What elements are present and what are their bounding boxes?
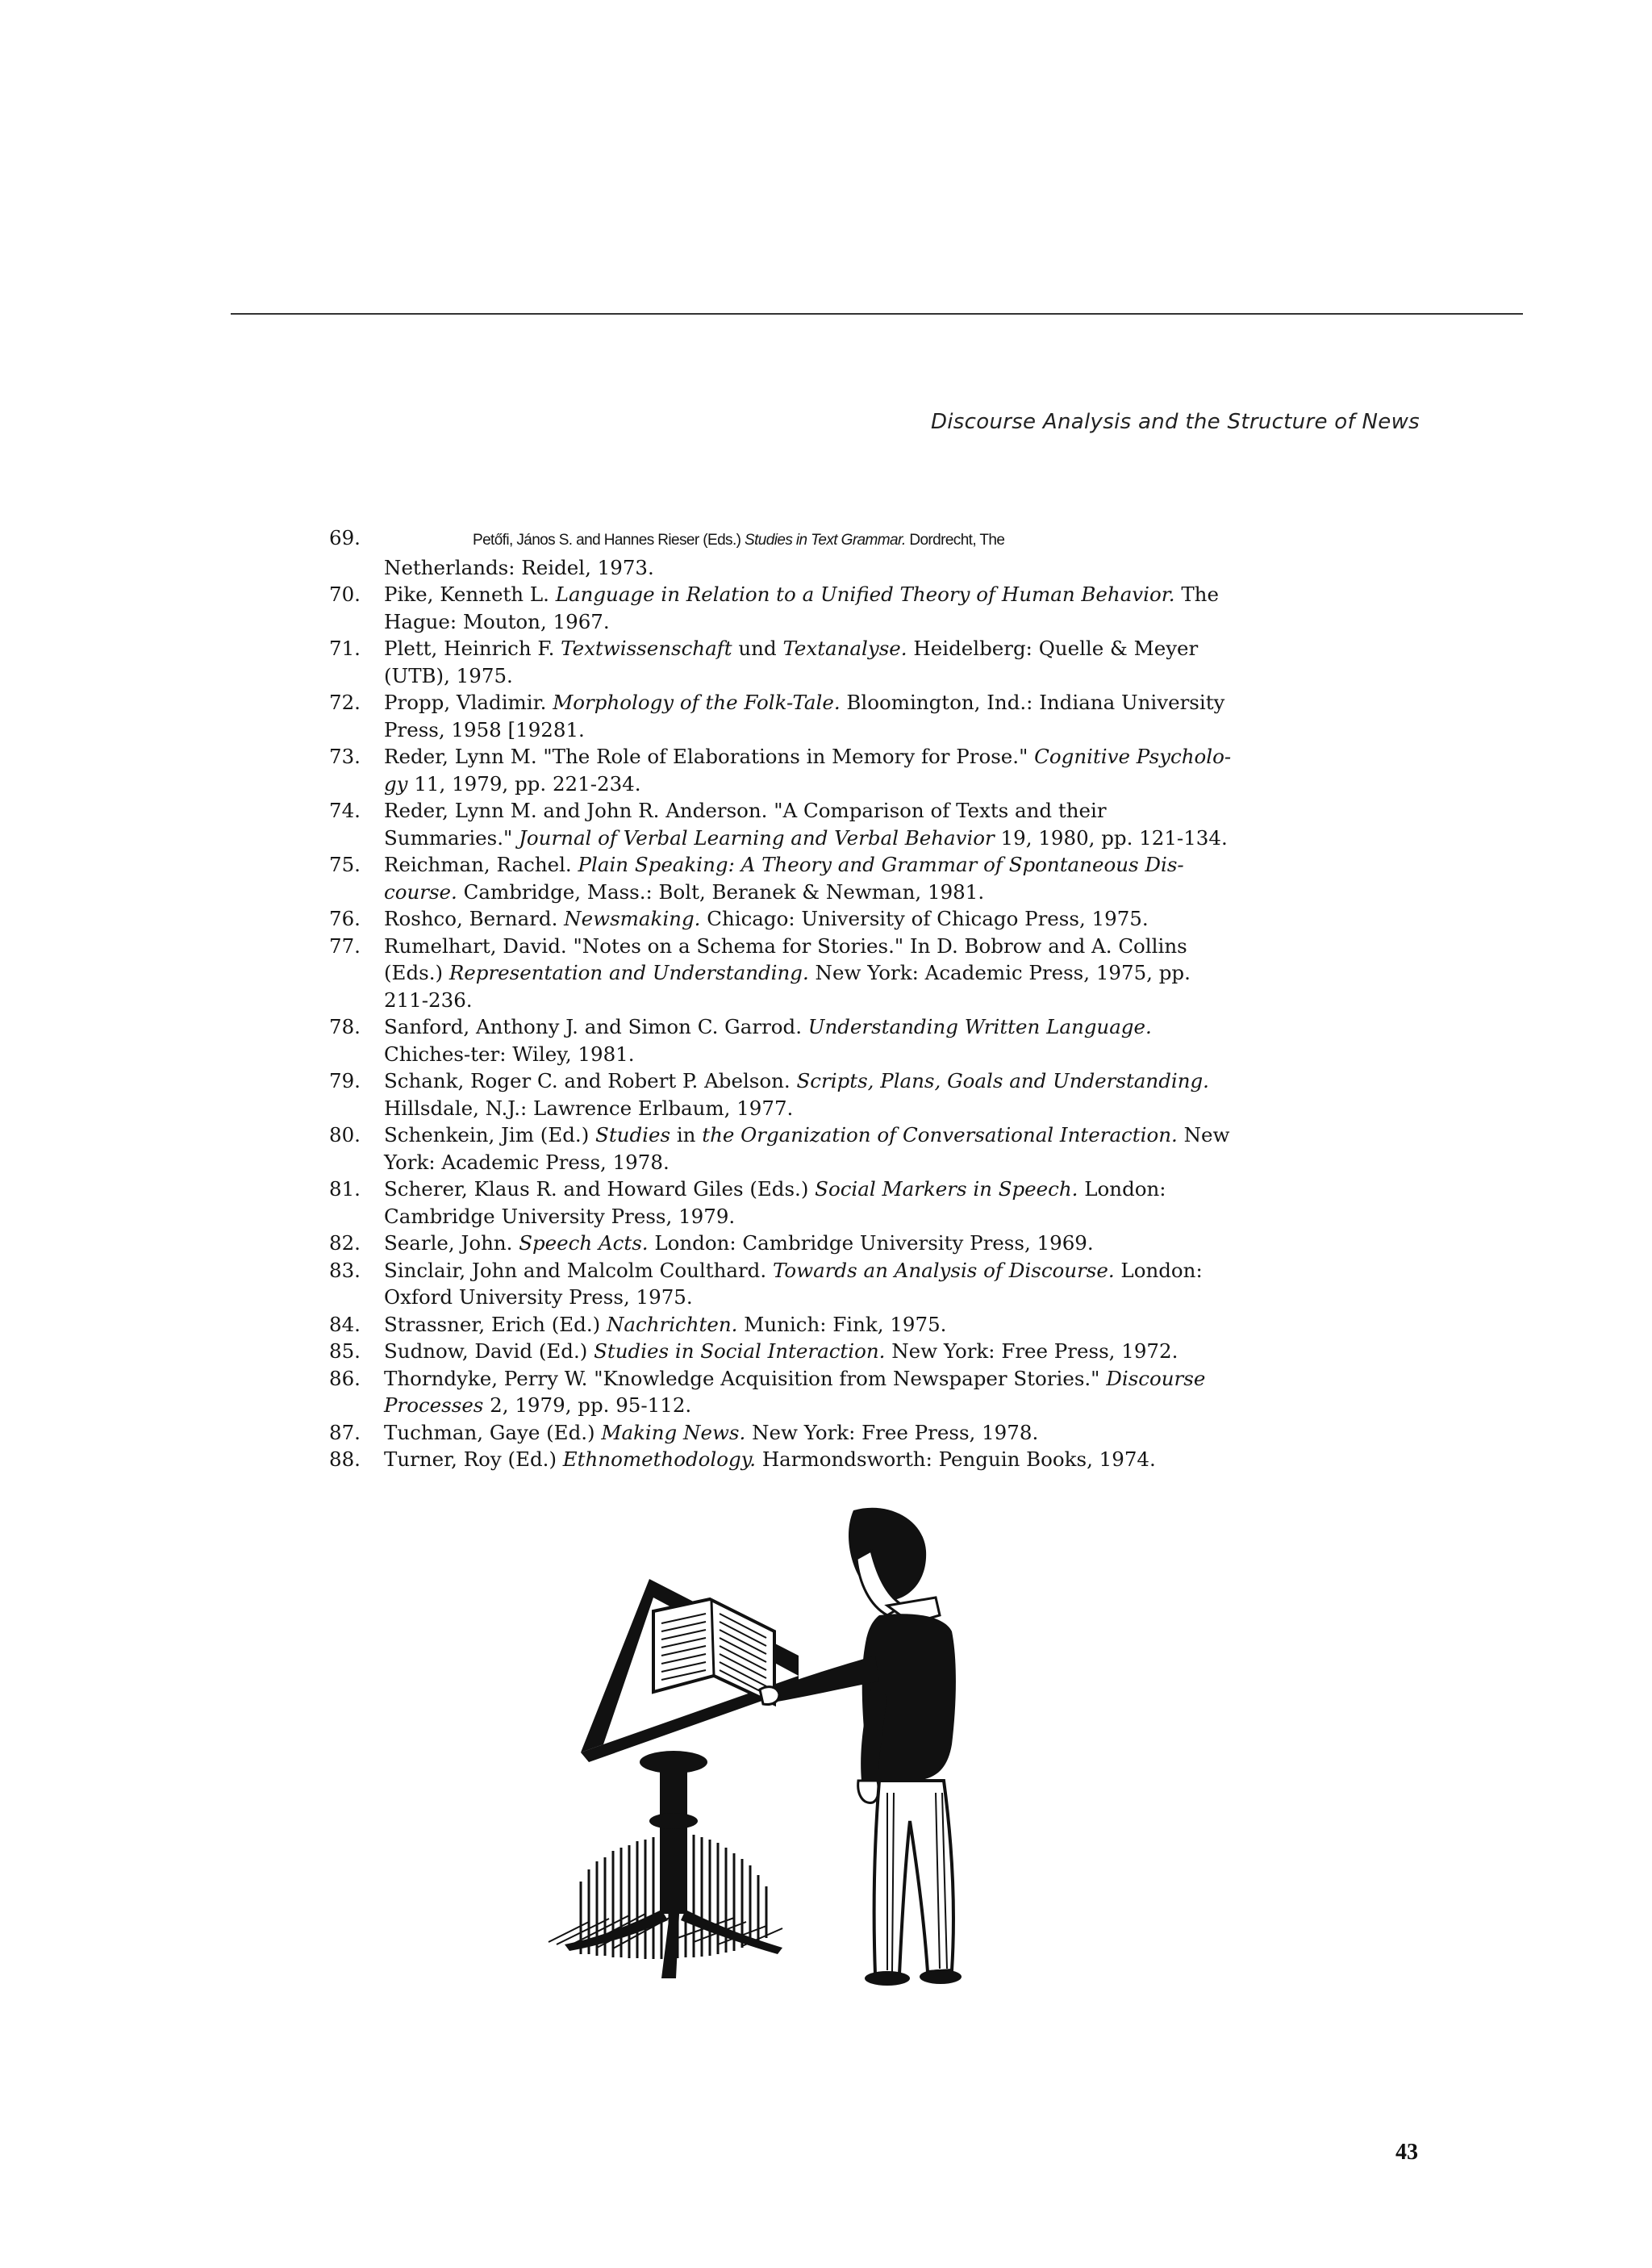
reference-segment: Morphology of the Folk-Tale. bbox=[553, 691, 841, 714]
reference-item bbox=[329, 581, 1241, 635]
reference-item bbox=[329, 851, 1241, 905]
reference-number: 81. bbox=[329, 1177, 361, 1201]
reference-segment: Cognitive Psycholo-gy bbox=[384, 745, 1232, 796]
reference-number: 87. bbox=[329, 1420, 361, 1444]
reference-segment: Reder, Lynn M. and John R. Anderson. "A Comparison of Texts and their Summaries." bbox=[384, 799, 1107, 850]
reference-segment: und bbox=[732, 637, 783, 660]
reference-segment: Towards an Analysis of Discourse. bbox=[772, 1258, 1115, 1282]
reference-segment: New York: Free Press, 1978. bbox=[745, 1420, 1039, 1444]
reference-item bbox=[329, 635, 1241, 689]
reference-number: 71. bbox=[329, 637, 361, 660]
reference-text bbox=[384, 637, 1198, 687]
reference-text bbox=[384, 745, 1231, 796]
reference-segment: Munich: Fink, 1975. bbox=[737, 1312, 947, 1336]
reference-segment: Reichman, Rachel. bbox=[384, 853, 578, 876]
reference-number: 77. bbox=[329, 934, 361, 958]
running-header: Discourse Analysis and the Structure of News bbox=[930, 410, 1420, 434]
reference-segment: Plett, Heinrich F. bbox=[384, 637, 561, 660]
reference-number: 74. bbox=[329, 799, 361, 822]
reference-segment: Speech Acts. bbox=[519, 1231, 649, 1255]
reference-segment: the Organization of Conversational Interaction. bbox=[702, 1123, 1178, 1147]
reference-segment: Ethnomethodology. bbox=[562, 1447, 757, 1471]
reference-segment: Netherlands: Reidel, 1973. bbox=[384, 555, 654, 579]
reference-item bbox=[329, 1121, 1241, 1176]
reference-text bbox=[384, 853, 1184, 904]
reference-text bbox=[384, 1313, 946, 1336]
reference-segment: 11, 1979, pp. 221-234. bbox=[407, 771, 641, 796]
reference-text bbox=[384, 799, 1228, 850]
reference-text bbox=[384, 583, 1219, 633]
reference-number: 76. bbox=[329, 907, 361, 930]
reference-text bbox=[384, 1231, 1094, 1255]
reference-item bbox=[329, 1446, 1241, 1473]
reference-segment: Cambridge, Mass.: Bolt, Beranek & Newman, 1981. bbox=[457, 879, 985, 904]
reference-list bbox=[329, 524, 1241, 1473]
reference-segment: Chiches-ter: Wiley, 1981. bbox=[384, 1042, 635, 1066]
reference-segment: Newsmaking. bbox=[564, 907, 701, 930]
reference-text bbox=[384, 907, 1149, 930]
reference-segment: New York: Academic Press, 1975, pp. 211-236. bbox=[384, 961, 1191, 1012]
reference-segment: Chicago: University of Chicago Press, 1975. bbox=[700, 907, 1149, 930]
reference-segment: 19, 1980, pp. 121-134. bbox=[994, 825, 1228, 850]
engraving-reader-at-lectern-icon bbox=[532, 1502, 1016, 1986]
reference-segment: Sinclair, John and Malcolm Coulthard. bbox=[384, 1258, 773, 1282]
reference-segment: in bbox=[670, 1123, 703, 1147]
reference-item bbox=[329, 743, 1241, 797]
reference-item bbox=[329, 1230, 1241, 1257]
reference-segment: Language in Relation to a Unified Theory of Human Behavior. bbox=[555, 583, 1175, 606]
reference-segment: Bloomington, Ind.: Indiana University Press, 1958 [19281. bbox=[384, 691, 1225, 741]
reference-segment: 2, 1979, pp. 95-112. bbox=[483, 1393, 692, 1417]
reference-number: 88. bbox=[329, 1447, 361, 1471]
reference-segment: New York: Academic Press, 1978. bbox=[384, 1123, 1230, 1174]
reference-segment: Nachrichten. bbox=[606, 1312, 738, 1336]
reference-segment: Social Markers in Speech. bbox=[815, 1177, 1078, 1201]
reference-item bbox=[329, 689, 1241, 743]
reference-item bbox=[329, 1176, 1241, 1230]
reference-item bbox=[329, 933, 1241, 1014]
reference-number: 80. bbox=[329, 1123, 361, 1147]
reference-segment: Reder, Lynn M. "The Role of Elaborations in Memory for Prose." bbox=[384, 745, 1035, 768]
reference-segment: Dordrecht, The bbox=[905, 532, 1005, 549]
reference-segment: Pike, Kenneth L. bbox=[384, 583, 556, 606]
reference-text bbox=[384, 691, 1224, 741]
reference-text bbox=[384, 1069, 1209, 1120]
reference-text bbox=[384, 1367, 1205, 1418]
reference-item bbox=[329, 905, 1241, 933]
reference-number: 85. bbox=[329, 1339, 361, 1363]
reference-segment: Thorndyke, Perry W. "Knowledge Acquisition from Newspaper Stories." bbox=[384, 1366, 1107, 1390]
reference-item bbox=[329, 1067, 1241, 1121]
reference-segment: The Hague: Mouton, 1967. bbox=[384, 583, 1219, 633]
reference-item bbox=[329, 1311, 1241, 1339]
reference-number: 83. bbox=[329, 1258, 361, 1282]
reference-segment: Studies in Social Interaction. bbox=[594, 1339, 886, 1363]
reference-number: 72. bbox=[329, 691, 361, 714]
reference-segment: Schank, Roger C. and Robert P. Abelson. bbox=[384, 1069, 797, 1092]
reference-segment: Plain Speaking: A Theory and Grammar of Spontaneous Dis-course. bbox=[384, 853, 1184, 904]
reference-segment: Journal of Verbal Learning and Verbal Behavior bbox=[519, 825, 995, 850]
reference-item bbox=[329, 1257, 1241, 1311]
reference-number: 70. bbox=[329, 583, 361, 606]
reference-segment: London: Cambridge University Press, 1979. bbox=[384, 1177, 1166, 1228]
reference-segment: Rumelhart, David. "Notes on a Schema for Stories." In D. Bobrow and A. Collins (Eds.) bbox=[384, 934, 1187, 984]
reference-item bbox=[329, 1365, 1241, 1419]
reference-number: 79. bbox=[329, 1069, 361, 1092]
header-rule bbox=[231, 313, 1523, 315]
reference-segment: Heidelberg: Quelle & Meyer (UTB), 1975. bbox=[384, 637, 1199, 687]
reference-number: 82. bbox=[329, 1231, 361, 1255]
reference-segment: Harmondsworth: Penguin Books, 1974. bbox=[756, 1447, 1156, 1471]
reference-number: 73. bbox=[329, 745, 361, 768]
reference-segment: Discourse Processes bbox=[384, 1366, 1206, 1417]
reference-text bbox=[384, 526, 1241, 581]
reference-segment: Textanalyse. bbox=[782, 637, 907, 660]
reference-segment: Schenkein, Jim (Ed.) bbox=[384, 1123, 596, 1147]
reference-segment: Turner, Roy (Ed.) bbox=[384, 1447, 563, 1471]
reference-segment: Searle, John. bbox=[384, 1231, 519, 1255]
reference-number: 86. bbox=[329, 1366, 361, 1390]
reference-segment: Sudnow, David (Ed.) bbox=[384, 1339, 594, 1363]
reference-segment: London: Oxford University Press, 1975. bbox=[384, 1258, 1203, 1309]
reference-number: 75. bbox=[329, 853, 361, 876]
reference-segment: Scripts, Plans, Goals and Understanding. bbox=[796, 1069, 1209, 1092]
reference-item bbox=[329, 1338, 1241, 1365]
reference-text bbox=[384, 1447, 1156, 1471]
reference-segment: Hillsdale, N.J.: Lawrence Erlbaum, 1977. bbox=[384, 1096, 794, 1120]
reference-number: 78. bbox=[329, 1015, 361, 1038]
reference-segment: Strassner, Erich (Ed.) bbox=[384, 1312, 607, 1336]
reference-text bbox=[384, 1177, 1166, 1228]
reference-segment: Propp, Vladimir. bbox=[384, 691, 553, 714]
reference-text bbox=[384, 1259, 1203, 1309]
reference-text bbox=[384, 1123, 1229, 1174]
reference-item bbox=[329, 524, 1241, 581]
reference-text bbox=[384, 934, 1191, 1012]
reference-segment: Roshco, Bernard. bbox=[384, 907, 565, 930]
reference-item bbox=[329, 797, 1241, 851]
reference-segment: Studies in Text Grammar. bbox=[745, 532, 906, 549]
reference-segment: Sanford, Anthony J. and Simon C. Garrod. bbox=[384, 1015, 808, 1038]
reference-number: 69. bbox=[329, 526, 361, 549]
reference-segment: Studies bbox=[595, 1123, 671, 1147]
page-number: 43 bbox=[1395, 2140, 1418, 2165]
reference-text bbox=[384, 1015, 1152, 1066]
reference-segment: Textwissenschaft bbox=[561, 637, 732, 660]
reference-segment: Understanding Written Language. bbox=[807, 1015, 1152, 1038]
reference-segment: London: Cambridge University Press, 1969. bbox=[648, 1231, 1094, 1255]
reference-segment: Tuchman, Gaye (Ed.) bbox=[384, 1420, 602, 1444]
reference-segment: Petőfi, János S. and Hannes Rieser (Eds.) bbox=[473, 532, 745, 549]
reference-segment: Scherer, Klaus R. and Howard Giles (Eds.) bbox=[384, 1177, 816, 1201]
reference-segment: New York: Free Press, 1972. bbox=[885, 1339, 1179, 1363]
reference-number: 84. bbox=[329, 1312, 361, 1336]
reference-item bbox=[329, 1013, 1241, 1067]
reference-text bbox=[384, 1421, 1038, 1444]
reference-item bbox=[329, 1419, 1241, 1447]
reference-segment: Making News. bbox=[601, 1420, 746, 1444]
reference-segment: Representation and Understanding. bbox=[448, 961, 809, 984]
reference-text bbox=[384, 1339, 1178, 1363]
